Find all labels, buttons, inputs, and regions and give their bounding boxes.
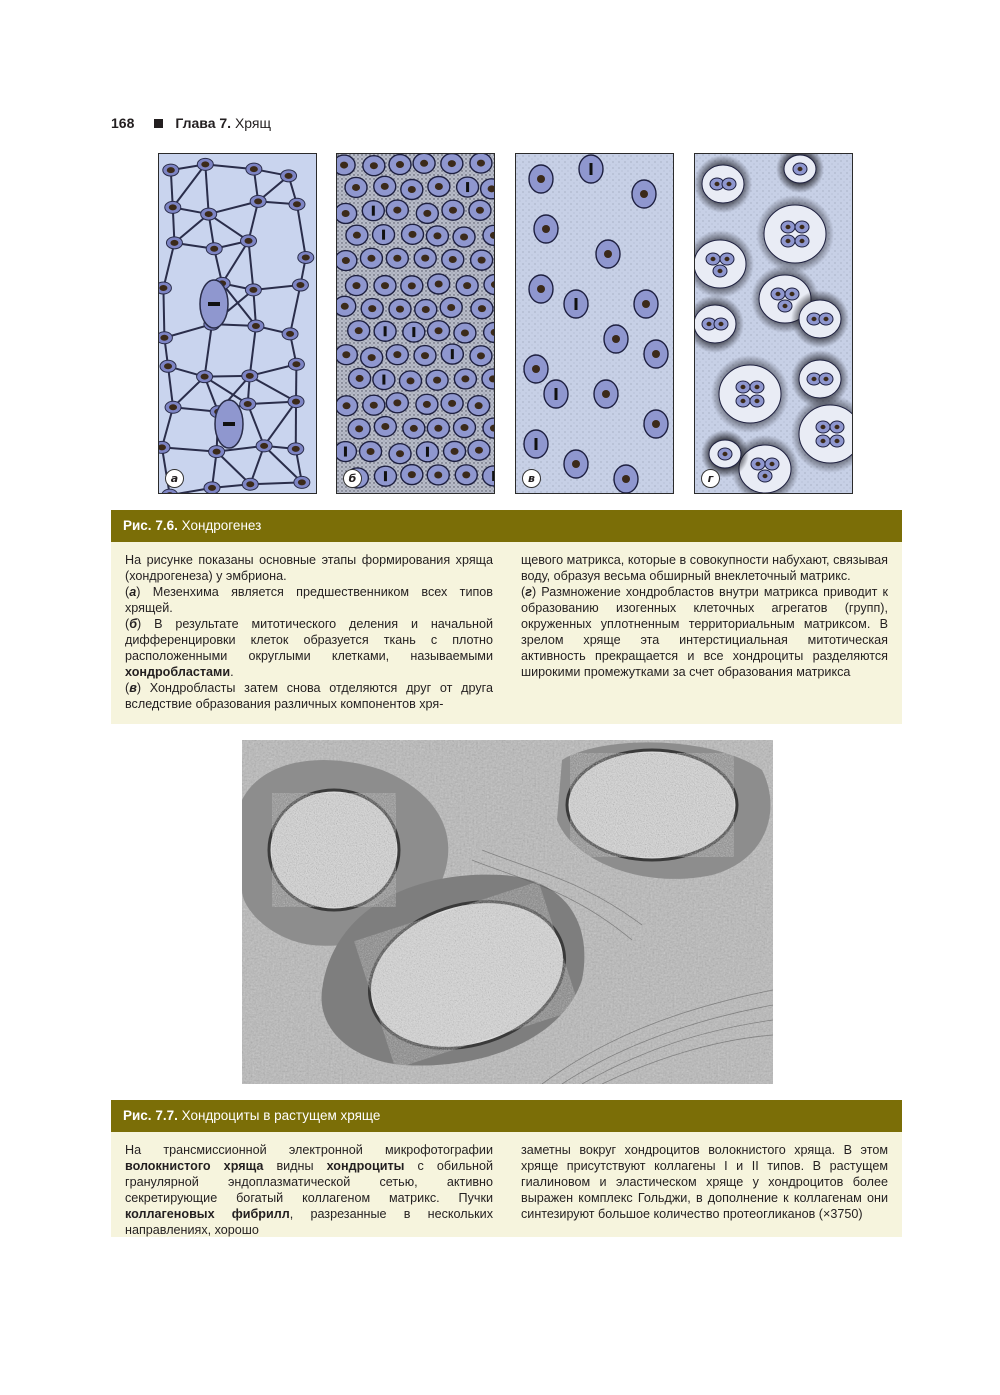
cell-nucleus bbox=[812, 317, 817, 321]
mitotic-figure bbox=[384, 326, 387, 336]
page-header bbox=[111, 114, 271, 132]
mitotic-figure bbox=[590, 163, 593, 175]
cell-nucleus bbox=[725, 257, 730, 261]
cell-nucleus bbox=[448, 400, 456, 407]
cell-nucleus bbox=[423, 210, 431, 217]
cell-nucleus bbox=[368, 305, 376, 312]
cell-nucleus bbox=[755, 399, 760, 403]
cell-nucleus bbox=[835, 439, 840, 443]
cell-nucleus bbox=[341, 303, 349, 310]
caption-paragraph-a: (а) Мезенхима является предшественником всех типов хрящей. bbox=[125, 585, 493, 615]
cell-nucleus bbox=[652, 420, 660, 428]
cell-nucleus bbox=[642, 300, 650, 308]
cell-nucleus bbox=[537, 175, 545, 183]
cell-nucleus bbox=[393, 255, 401, 262]
cell-nucleus bbox=[201, 374, 209, 380]
cell-nucleus bbox=[370, 162, 378, 169]
cell-process bbox=[163, 288, 164, 338]
page-number: 168 bbox=[111, 115, 135, 131]
cell-nucleus bbox=[342, 210, 350, 217]
caption-paragraph: На трансмиссионной электронной микрофотографии волокнистого хряща видны хондроциты с обильной гранулярной эндоплазматической сетью, активно секретирующие богатый коллагеном матрикс. Пучки коллагеновых фибрилл, разрезанные в нескольких направлениях, хорошо bbox=[125, 1143, 494, 1237]
cell-nucleus bbox=[421, 255, 429, 262]
cell-nucleus bbox=[812, 377, 817, 381]
isogenous-group bbox=[695, 240, 746, 288]
cell-nucleus bbox=[433, 232, 441, 239]
cell-nucleus bbox=[352, 282, 360, 289]
mitotic-figure bbox=[575, 298, 578, 310]
figure-panel-b bbox=[336, 153, 495, 494]
cell-nucleus bbox=[210, 246, 218, 252]
cell-nucleus bbox=[602, 390, 610, 398]
figure-panel-a bbox=[158, 153, 317, 494]
electron-micrograph bbox=[242, 740, 773, 1084]
cell-nucleus bbox=[393, 207, 401, 214]
cell-nucleus bbox=[478, 305, 486, 312]
cell-nucleus bbox=[252, 323, 260, 329]
cell-nucleus bbox=[449, 256, 457, 263]
isogenous-group bbox=[719, 365, 781, 423]
cell-nucleus bbox=[393, 351, 401, 358]
cell-nucleus bbox=[342, 351, 350, 358]
cell-nucleus bbox=[396, 450, 404, 457]
cell-nucleus bbox=[460, 424, 468, 431]
cell-nucleus bbox=[451, 448, 459, 455]
square-bullet-icon bbox=[154, 119, 163, 128]
cell-nucleus bbox=[478, 257, 486, 264]
panel-label-a: а bbox=[165, 469, 184, 488]
cell-nucleus bbox=[776, 292, 781, 296]
cell-nucleus bbox=[435, 327, 443, 334]
cell-nucleus bbox=[433, 377, 441, 384]
cell-nucleus bbox=[786, 225, 791, 229]
panel-label-c: в bbox=[522, 469, 541, 488]
cell-nucleus bbox=[160, 335, 168, 341]
chondrocytes-micrograph bbox=[242, 740, 773, 1084]
mitotic-figure bbox=[382, 375, 385, 385]
caption-paragraph: На рисунке показаны основные этапы формирования хряща (хондрогенеза) у эмбриона. bbox=[125, 553, 493, 583]
cell-nucleus bbox=[302, 254, 310, 260]
cell-nucleus bbox=[167, 167, 175, 173]
mitotic-figure bbox=[492, 471, 495, 481]
cell-nucleus bbox=[368, 354, 376, 361]
cell-nucleus bbox=[408, 186, 416, 193]
cell-nucleus bbox=[286, 331, 294, 337]
figure-7-7-caption-bar bbox=[111, 1100, 902, 1132]
cell-nucleus bbox=[477, 352, 485, 359]
cell-nucleus bbox=[783, 304, 788, 308]
cell-nucleus bbox=[420, 160, 428, 167]
cell-nucleus bbox=[213, 449, 221, 455]
cell-nucleus bbox=[652, 350, 660, 358]
cell-nucleus bbox=[711, 257, 716, 261]
cell-nucleus bbox=[244, 401, 252, 407]
cell-nucleus bbox=[408, 471, 416, 478]
caption-number: Рис. 7.7. bbox=[123, 1108, 178, 1123]
cell-nucleus bbox=[370, 402, 378, 409]
cell-nucleus bbox=[763, 474, 768, 478]
cell-nucleus bbox=[408, 282, 416, 289]
cell-nucleus bbox=[640, 190, 648, 198]
cell-nucleus bbox=[352, 184, 360, 191]
cell-nucleus bbox=[423, 401, 431, 408]
cell-nucleus bbox=[254, 198, 262, 204]
cell-nucleus bbox=[824, 317, 829, 321]
chapter-title: Хрящ bbox=[231, 115, 272, 131]
cell-nucleus bbox=[786, 239, 791, 243]
caption-paragraph: заметны вокруг хондроцитов волокнистого хряща. В этом хряще присутствуют коллагены I и II типов. В растущем гиалиновом и эластическом хряще у хондроцитов более выражен комплекс Гольджи, в дополнение к коллагенам они синтезируют большое количество протеогликанов (×3750) bbox=[521, 1143, 888, 1221]
cell-nucleus bbox=[612, 335, 620, 343]
mitotic-figure bbox=[382, 230, 385, 240]
cell-nucleus bbox=[741, 399, 746, 403]
cell-nucleus bbox=[381, 183, 389, 190]
cell-nucleus bbox=[292, 399, 300, 405]
cell-nucleus bbox=[246, 481, 254, 487]
cell-nucleus bbox=[340, 162, 348, 169]
chondroblasts-illustration bbox=[337, 154, 495, 494]
mitotic-figure bbox=[535, 438, 538, 450]
cell-nucleus bbox=[422, 306, 430, 313]
cell-nucleus bbox=[245, 238, 253, 244]
cell-nucleus bbox=[475, 447, 483, 454]
cell-nucleus bbox=[164, 363, 172, 369]
cell-nucleus bbox=[170, 240, 178, 246]
cell-nucleus bbox=[462, 471, 470, 478]
caption-number: Рис. 7.6. bbox=[123, 518, 178, 533]
cell-nucleus bbox=[353, 232, 361, 239]
cell-nucleus bbox=[463, 282, 471, 289]
cell-nucleus bbox=[396, 161, 404, 168]
cell-nucleus bbox=[169, 404, 177, 410]
cell-nucleus bbox=[343, 402, 351, 409]
cell-nucleus bbox=[476, 207, 484, 214]
caption-title: Хондроциты в растущем хряще bbox=[177, 1108, 381, 1123]
cell-nucleus bbox=[723, 452, 728, 456]
cell-nucleus bbox=[421, 352, 429, 359]
cell-nucleus bbox=[381, 423, 389, 430]
caption-paragraph-c: (в) Хондробласты затем снова отделяются друг от друга вследствие образования различных компонентов хря- bbox=[125, 681, 493, 711]
cell-nucleus bbox=[435, 280, 443, 287]
cell-nucleus bbox=[407, 377, 415, 384]
mitotic-figure bbox=[208, 302, 220, 306]
figure-panel-c bbox=[515, 153, 674, 494]
mesenchyme-illustration bbox=[159, 154, 317, 494]
cell-nucleus bbox=[396, 306, 404, 313]
cell-nucleus bbox=[800, 239, 805, 243]
chapter-label: Глава 7. bbox=[175, 115, 232, 131]
cell-nucleus bbox=[292, 446, 300, 452]
panel-label-d: г bbox=[701, 469, 720, 488]
cell-nucleus bbox=[532, 365, 540, 373]
caption-paragraph: щевого матрикса, которые в совокупности набухают, связывая воду, образуя весьма обширный внеклеточный матрикс. bbox=[521, 553, 888, 583]
cell-nucleus bbox=[448, 160, 456, 167]
mitotic-figure bbox=[384, 471, 387, 481]
cell-nucleus bbox=[293, 201, 301, 207]
caption-left-column bbox=[125, 1142, 493, 1238]
cell-nucleus bbox=[159, 285, 167, 291]
cell-nucleus bbox=[246, 373, 254, 379]
caption-paragraph-d: (г) Размножение хондробластов внутри матрикса приводит к образованию изогенных клеточных агрегатов (групп), окруженных уплотненным территориальным матриксом. В зрелом хряще эта интерстициальная митотическая активность прекращается и все хондроциты разделяются широкими промежутками за счет образования матрикса bbox=[521, 585, 888, 679]
cell-nucleus bbox=[824, 377, 829, 381]
cell-nucleus bbox=[790, 292, 795, 296]
cell-nucleus bbox=[367, 255, 375, 262]
cell-nucleus bbox=[715, 182, 720, 186]
cell-nucleus bbox=[205, 211, 213, 217]
cell-nucleus bbox=[367, 448, 375, 455]
mitotic-figure bbox=[412, 327, 415, 337]
cell-nucleus bbox=[285, 173, 293, 179]
cell-nucleus bbox=[477, 160, 485, 167]
cell-nucleus bbox=[408, 231, 416, 238]
cell-nucleus bbox=[707, 322, 712, 326]
caption-paragraph-b: (б) В результате митотического деления и начальной дифференцировки клеток образуется ткань с плотно расположенными округлыми клетками, называемыми хондробластами. bbox=[125, 617, 493, 679]
cell-nucleus bbox=[410, 425, 418, 432]
cell-nucleus bbox=[756, 462, 761, 466]
cell-nucleus bbox=[622, 475, 630, 483]
mitotic-figure bbox=[223, 422, 235, 426]
cell-nucleus bbox=[835, 425, 840, 429]
cell-nucleus bbox=[542, 225, 550, 233]
cell-nucleus bbox=[201, 161, 209, 167]
cell-nucleus bbox=[727, 182, 732, 186]
cell-nucleus bbox=[461, 329, 469, 336]
caption-right-column bbox=[521, 1142, 888, 1222]
cell-nucleus bbox=[447, 304, 455, 311]
mitotic-figure bbox=[555, 388, 558, 400]
mitotic-figure bbox=[466, 182, 469, 192]
cell-nucleus bbox=[434, 471, 442, 478]
mitotic-figure bbox=[344, 447, 347, 457]
cell-nucleus bbox=[718, 269, 723, 273]
cell-nucleus bbox=[537, 285, 545, 293]
cell-nucleus bbox=[755, 385, 760, 389]
cell-nucleus bbox=[355, 327, 363, 334]
cell-nucleus bbox=[208, 485, 216, 491]
cell-nucleus bbox=[434, 425, 442, 432]
separated-cells-illustration bbox=[516, 154, 674, 494]
cell-nucleus bbox=[355, 425, 363, 432]
cell-nucleus bbox=[260, 443, 268, 449]
mitotic-figure bbox=[372, 206, 375, 216]
cell-nucleus bbox=[798, 167, 803, 171]
cell-nucleus bbox=[449, 207, 457, 214]
cell-nucleus bbox=[381, 282, 389, 289]
figure-7-7-caption-text bbox=[111, 1132, 902, 1237]
mitotic-figure bbox=[426, 447, 429, 457]
cell-nucleus bbox=[250, 166, 258, 172]
cell-nucleus bbox=[393, 399, 401, 406]
figure-7-6-caption-text bbox=[111, 542, 902, 724]
cell-nucleus bbox=[821, 425, 826, 429]
cell-nucleus bbox=[298, 479, 306, 485]
caption-left-column bbox=[125, 552, 493, 712]
cell-nucleus bbox=[475, 402, 483, 409]
cell-nucleus bbox=[461, 375, 469, 382]
figure-panel-d bbox=[694, 153, 853, 494]
cell-nucleus bbox=[296, 282, 304, 288]
cell-nucleus bbox=[292, 361, 300, 367]
caption-title: Хондрогенез bbox=[177, 518, 262, 533]
panel-label-b: б bbox=[343, 469, 362, 488]
cell-nucleus bbox=[800, 225, 805, 229]
isogenous-groups-illustration bbox=[695, 154, 853, 494]
cell-nucleus bbox=[435, 183, 443, 190]
cell-nucleus bbox=[572, 460, 580, 468]
cell-nucleus bbox=[770, 462, 775, 466]
cell-nucleus bbox=[169, 204, 177, 210]
cell-nucleus bbox=[249, 287, 257, 293]
cell-nucleus bbox=[604, 250, 612, 258]
mitotic-figure bbox=[451, 349, 454, 359]
cell-nucleus bbox=[821, 439, 826, 443]
cell-nucleus bbox=[741, 385, 746, 389]
cell-nucleus bbox=[342, 257, 350, 264]
cell-nucleus bbox=[460, 234, 468, 241]
cell-nucleus bbox=[356, 375, 364, 382]
caption-right-column bbox=[521, 552, 888, 680]
cell-nucleus bbox=[719, 322, 724, 326]
isogenous-group bbox=[764, 205, 826, 263]
figure-7-6-caption-bar bbox=[111, 510, 902, 542]
